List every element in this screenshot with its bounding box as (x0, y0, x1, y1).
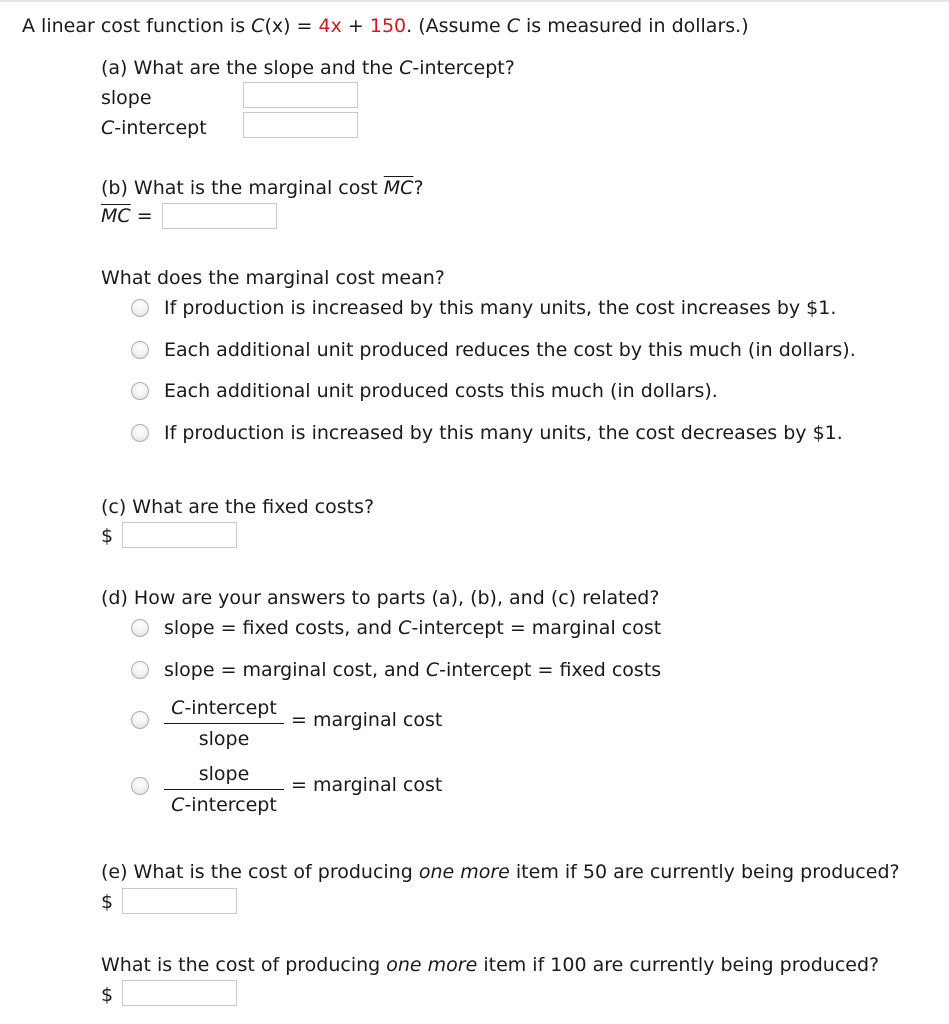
mc-label: $\overline{MC}$ = (101, 205, 153, 227)
mc-option-3-radio[interactable] (131, 382, 149, 400)
relation-option-4-equals[interactable]: = marginal cost (291, 774, 443, 796)
mc-option-1-radio[interactable] (131, 299, 149, 317)
intercept-input[interactable] (243, 112, 358, 138)
relation-option-4-radio[interactable] (131, 777, 149, 795)
mc-option-4-label[interactable]: If production is increased by this many units, the cost decreases by $1. (164, 422, 843, 444)
mc-meaning-question: What does the marginal cost mean? (101, 267, 445, 289)
fixed-costs-currency: $ (101, 525, 114, 547)
intercept-label: C-intercept (101, 117, 207, 139)
mc-option-2-label[interactable]: Each additional unit produced reduces the cost by this much (in dollars). (164, 339, 856, 361)
cost-100-currency: $ (101, 984, 114, 1006)
fraction-numerator: slope (198, 763, 250, 785)
cost-100-input[interactable] (122, 980, 237, 1006)
fraction-denominator: C-intercept (171, 794, 277, 816)
mc-input[interactable] (162, 203, 277, 229)
fraction-intercept-over-slope[interactable] (164, 696, 284, 751)
cost-50-input[interactable] (122, 888, 237, 914)
part-b-question: (b) What is the marginal cost $\overline{MC}$? (101, 177, 424, 199)
top-border (0, 0, 949, 2)
slope-label: slope (101, 87, 152, 109)
cost-50-currency: $ (101, 891, 114, 913)
part-e-question-2: What is the cost of producing one more item if 100 are currently being produced? (101, 954, 880, 976)
mc-option-4-radio[interactable] (131, 424, 149, 442)
part-a-question: (a) What are the slope and the C-intercept? (101, 57, 515, 79)
part-e-question-1: (e) What is the cost of producing one more item if 50 are currently being produced? (101, 861, 900, 883)
part-d-question: (d) How are your answers to parts (a), (b), and (c) related? (101, 587, 660, 609)
problem-statement: A linear cost function is C(x) = 4x + 150. (Assume C is measured in dollars.) (22, 15, 749, 37)
fraction-denominator: slope (198, 728, 250, 750)
mc-option-3-label[interactable]: Each additional unit produced costs this much (in dollars). (164, 380, 718, 402)
slope-input[interactable] (243, 82, 358, 108)
relation-option-2-label[interactable]: slope = marginal cost, and C-intercept = fixed costs (164, 659, 662, 681)
fixed-costs-input[interactable] (122, 522, 237, 548)
relation-option-1-radio[interactable] (131, 619, 149, 637)
fraction-numerator: C-intercept (171, 697, 277, 719)
relation-option-2-radio[interactable] (131, 661, 149, 679)
relation-option-1-label[interactable]: slope = fixed costs, and C-intercept = marginal cost (164, 617, 662, 639)
mc-option-2-radio[interactable] (131, 341, 149, 359)
relation-option-3-equals[interactable]: = marginal cost (291, 709, 443, 731)
fraction-slope-over-intercept[interactable] (164, 762, 284, 817)
mc-option-1-label[interactable]: If production is increased by this many units, the cost increases by $1. (164, 297, 837, 319)
part-c-question: (c) What are the fixed costs? (101, 496, 375, 518)
relation-option-3-radio[interactable] (131, 711, 149, 729)
fraction-bar (164, 789, 284, 790)
fraction-bar (164, 723, 284, 724)
